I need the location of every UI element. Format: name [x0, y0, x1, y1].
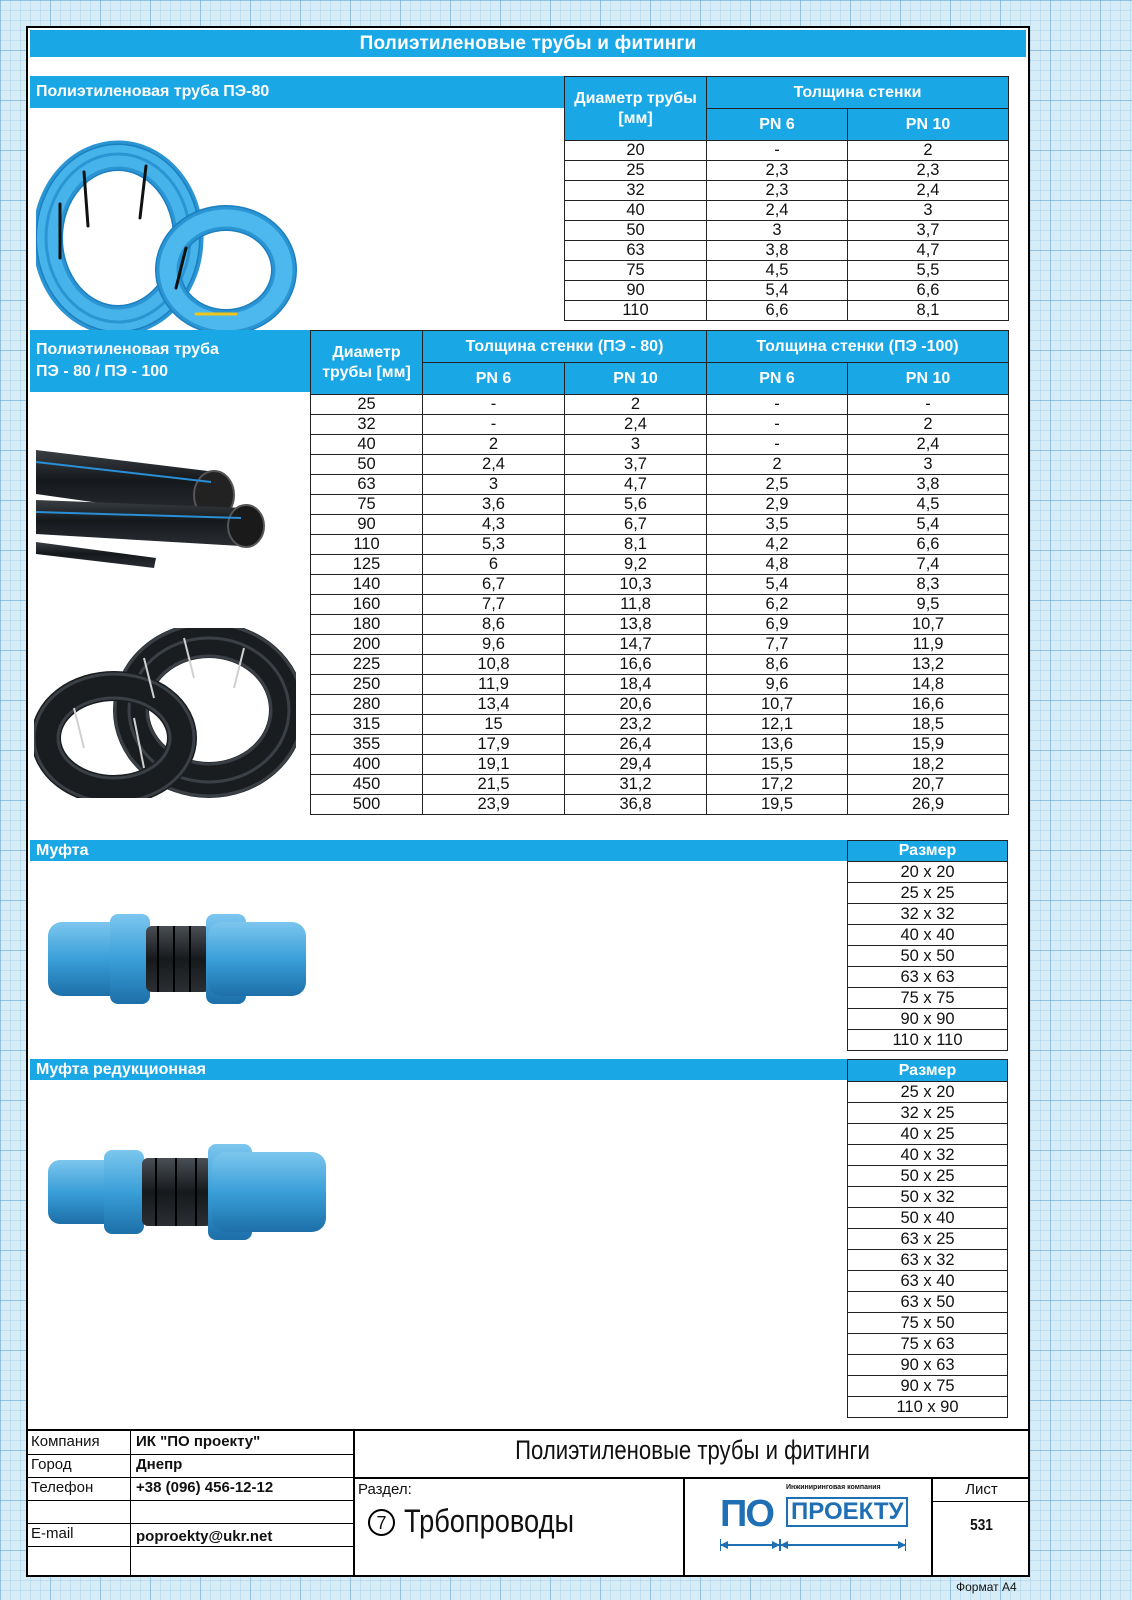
coupling-size-head: Размер — [848, 841, 1008, 862]
pe80-row-cell: 2,3 — [707, 161, 848, 181]
pe80-row-cell: 2,3 — [848, 161, 1009, 181]
reducer-size-row-cell: 50 x 25 — [848, 1166, 1008, 1187]
pe100-row-cell: - — [848, 395, 1009, 415]
pe80-row-cell: 5,4 — [707, 281, 848, 301]
pe100-head-wall100: Толщина стенки (ПЭ -100) — [707, 331, 1009, 363]
pe100-row-cell: - — [423, 415, 565, 435]
coupling-size-row-cell: 75 x 75 — [848, 988, 1008, 1009]
pe80-row — [565, 181, 1009, 201]
pe80-row — [565, 301, 1009, 321]
pe100-row-cell: 31,2 — [565, 775, 707, 795]
coupling-size-row-cell: 32 x 32 — [848, 904, 1008, 925]
pe80-row-cell: 3 — [707, 221, 848, 241]
reducer-size-row — [848, 1208, 1008, 1229]
reducer-size-row — [848, 1145, 1008, 1166]
page-title: Полиэтиленовые трубы и фитинги — [30, 30, 1026, 57]
pe100-head-pn6-pe80: PN 6 — [423, 363, 565, 395]
pe80-row — [565, 261, 1009, 281]
pe100-head-diameter: Диаметр трубы [мм] — [311, 331, 423, 395]
pe100-row-cell: 9,5 — [848, 595, 1009, 615]
coupling-section-label: Муфта — [30, 840, 853, 861]
pe80-row-cell: 63 — [565, 241, 707, 261]
pe100-row — [311, 655, 1009, 675]
reducer-size-row-cell: 110 x 90 — [848, 1397, 1008, 1418]
stamp-section-number: 7 — [368, 1509, 395, 1536]
pe100-row-cell: 10,7 — [707, 695, 848, 715]
pe100-head-pn10-pe80: PN 10 — [565, 363, 707, 395]
pe100-row-cell: 2,4 — [565, 415, 707, 435]
pe100-head-wall80: Толщина стенки (ПЭ - 80) — [423, 331, 707, 363]
reducer-section-label: Муфта редукционная — [30, 1059, 853, 1080]
pe100-row-cell: 13,8 — [565, 615, 707, 635]
reducer-size-row — [848, 1271, 1008, 1292]
coupling-size-row — [848, 946, 1008, 967]
pe100-row-cell: 18,2 — [848, 755, 1009, 775]
coupling-size-row — [848, 1009, 1008, 1030]
pe100-row — [311, 395, 1009, 415]
pe80-row — [565, 141, 1009, 161]
pe100-row-cell: 29,4 — [565, 755, 707, 775]
coupling-size-row — [848, 925, 1008, 946]
pe100-row-cell: 2 — [423, 435, 565, 455]
reducer-size-head: Размер — [848, 1060, 1008, 1082]
coupling-size-row-cell: 63 x 63 — [848, 967, 1008, 988]
pe100-row-cell: 5,3 — [423, 535, 565, 555]
pe100-row-cell: 12,1 — [707, 715, 848, 735]
reducer-size-row-cell: 63 x 25 — [848, 1229, 1008, 1250]
reducer-size-row — [848, 1166, 1008, 1187]
pe100-row — [311, 435, 1009, 455]
pe100-row — [311, 795, 1009, 815]
pe100-row-cell: 8,6 — [423, 615, 565, 635]
pe80-head-wall: Толщина стенки — [707, 77, 1009, 109]
reducer-size-row — [848, 1397, 1008, 1418]
pe100-row-cell: 2,9 — [707, 495, 848, 515]
coupling-size-row-cell: 25 x 25 — [848, 883, 1008, 904]
pe100-row-cell: 7,4 — [848, 555, 1009, 575]
stamp-city-label: Город — [31, 1456, 72, 1473]
pe100-row — [311, 475, 1009, 495]
pe80-row — [565, 201, 1009, 221]
pe100-row-cell: 11,9 — [848, 635, 1009, 655]
coupling-size-row — [848, 1030, 1008, 1051]
pe100-row-cell: 18,5 — [848, 715, 1009, 735]
pe80-thickness-table — [564, 76, 1009, 321]
pe100-row-cell: 7,7 — [423, 595, 565, 615]
logo-caption: Инжиниринговая компания — [786, 1484, 881, 1491]
pe100-row — [311, 595, 1009, 615]
reducer-size-row-cell: 50 x 32 — [848, 1187, 1008, 1208]
pe100-row-cell: 21,5 — [423, 775, 565, 795]
pe80-row-cell: 8,1 — [848, 301, 1009, 321]
reducer-size-row-cell: 32 x 25 — [848, 1103, 1008, 1124]
pe100-row-cell: 90 — [311, 515, 423, 535]
pe80-row-cell: 110 — [565, 301, 707, 321]
pe100-row-cell: 13,2 — [848, 655, 1009, 675]
reducer-size-row — [848, 1334, 1008, 1355]
pe100-row-cell: 3 — [423, 475, 565, 495]
coupling-size-row — [848, 967, 1008, 988]
pe100-row-cell: 140 — [311, 575, 423, 595]
pe100-row-cell: 10,3 — [565, 575, 707, 595]
pe100-row-cell: 5,6 — [565, 495, 707, 515]
pe100-row — [311, 575, 1009, 595]
pe100-row-cell: 18,4 — [565, 675, 707, 695]
stamp-city: Днепр — [136, 1456, 183, 1473]
stamp-phone: +38 (096) 456-12-12 — [136, 1479, 274, 1496]
black-pipes-image — [36, 438, 266, 568]
pe100-row-cell: 11,8 — [565, 595, 707, 615]
pe100-row-cell: 17,9 — [423, 735, 565, 755]
pe100-row-cell: 19,1 — [423, 755, 565, 775]
pe80-row-cell: 4,7 — [848, 241, 1009, 261]
pe100-row — [311, 535, 1009, 555]
pe100-row-cell: 6 — [423, 555, 565, 575]
pe80-row — [565, 241, 1009, 261]
pe100-row-cell: 23,2 — [565, 715, 707, 735]
pe80-row-cell: 2,4 — [707, 201, 848, 221]
logo-po: ПО — [720, 1493, 773, 1535]
pe100-row-cell: 26,9 — [848, 795, 1009, 815]
pe80-row-cell: 3,8 — [707, 241, 848, 261]
pe100-row-cell: 40 — [311, 435, 423, 455]
pe100-row-cell: 8,1 — [565, 535, 707, 555]
pe100-row — [311, 515, 1009, 535]
pe100-row-cell: 4,2 — [707, 535, 848, 555]
pe100-row-cell: 200 — [311, 635, 423, 655]
pe100-row-cell: 4,3 — [423, 515, 565, 535]
pe100-label-line1: Полиэтиленовая труба — [36, 341, 219, 358]
pe100-row-cell: 25 — [311, 395, 423, 415]
coupling-size-table — [847, 840, 1008, 1051]
pe80-row-cell: 25 — [565, 161, 707, 181]
reducer-size-row-cell: 75 x 50 — [848, 1313, 1008, 1334]
reducer-size-row — [848, 1082, 1008, 1103]
stamp-company-label: Компания — [31, 1433, 100, 1450]
stamp-section: Трбопроводы — [404, 1503, 574, 1539]
pe100-row-cell: 110 — [311, 535, 423, 555]
pe100-row — [311, 715, 1009, 735]
pe100-row-cell: 16,6 — [565, 655, 707, 675]
pe100-row-cell: 3,7 — [565, 455, 707, 475]
coupling-size-row-cell: 20 x 20 — [848, 862, 1008, 883]
stamp-sheet-number: 531 — [970, 1517, 993, 1534]
pe80-row-cell: 2,4 — [848, 181, 1009, 201]
pe100-row-cell: 17,2 — [707, 775, 848, 795]
reducer-size-row-cell: 63 x 32 — [848, 1250, 1008, 1271]
pe100-row-cell: 26,4 — [565, 735, 707, 755]
pe100-thickness-table — [310, 330, 1009, 815]
pe100-row-cell: 2 — [565, 395, 707, 415]
coupling-size-row-cell: 40 x 40 — [848, 925, 1008, 946]
pe100-row-cell: 5,4 — [707, 575, 848, 595]
reducer-size-row-cell: 90 x 63 — [848, 1355, 1008, 1376]
pe80-row-cell: 6,6 — [848, 281, 1009, 301]
pe80-row-cell: 4,5 — [707, 261, 848, 281]
pe100-row-cell: 19,5 — [707, 795, 848, 815]
pe100-row-cell: 3,5 — [707, 515, 848, 535]
pe100-row — [311, 495, 1009, 515]
pe80-row-cell: 3 — [848, 201, 1009, 221]
pe100-row-cell: 9,6 — [423, 635, 565, 655]
pe100-row-cell: 3 — [848, 455, 1009, 475]
pe80-section-label: Полиэтиленовая труба ПЭ-80 — [30, 76, 570, 108]
coupling-size-row-cell: 50 x 50 — [848, 946, 1008, 967]
pe100-row-cell: 6,2 — [707, 595, 848, 615]
pe100-row-cell: 6,6 — [848, 535, 1009, 555]
pe100-row-cell: 5,4 — [848, 515, 1009, 535]
pe100-section-label — [30, 330, 316, 392]
pe80-row — [565, 281, 1009, 301]
pe100-row-cell: 15 — [423, 715, 565, 735]
pe100-row — [311, 555, 1009, 575]
pe100-row-cell: 3 — [565, 435, 707, 455]
reducer-size-row-cell: 75 x 63 — [848, 1334, 1008, 1355]
pe100-row — [311, 755, 1009, 775]
pe100-head-pn6-pe100: PN 6 — [707, 363, 848, 395]
pe80-row-cell: 3,7 — [848, 221, 1009, 241]
pe100-row-cell: 6,7 — [423, 575, 565, 595]
reducer-size-row-cell: 63 x 50 — [848, 1292, 1008, 1313]
pe100-row-cell: 400 — [311, 755, 423, 775]
pe80-row-cell: 50 — [565, 221, 707, 241]
pe100-row — [311, 775, 1009, 795]
pe80-row-cell: 2,3 — [707, 181, 848, 201]
reducer-size-row-cell: 90 x 75 — [848, 1376, 1008, 1397]
company-logo — [690, 1481, 926, 1573]
reducer-size-row-cell: 40 x 32 — [848, 1145, 1008, 1166]
pe100-row-cell: 2 — [707, 455, 848, 475]
pe100-row-cell: 10,8 — [423, 655, 565, 675]
pe100-row-cell: 225 — [311, 655, 423, 675]
reducer-size-row — [848, 1103, 1008, 1124]
reducer-size-row — [848, 1124, 1008, 1145]
coupling-size-row — [848, 988, 1008, 1009]
pe80-row-cell: 32 — [565, 181, 707, 201]
pe100-row-cell: 32 — [311, 415, 423, 435]
pe100-row-cell: 9,2 — [565, 555, 707, 575]
pe100-row-cell: 50 — [311, 455, 423, 475]
stamp-email: poproekty@ukr.net — [136, 1528, 273, 1545]
reducer-size-row — [848, 1355, 1008, 1376]
pe100-row-cell: 2,4 — [848, 435, 1009, 455]
coupling-size-row — [848, 862, 1008, 883]
pe100-row — [311, 455, 1009, 475]
drawing-sheet — [26, 26, 1030, 1577]
pe80-row-cell: 90 — [565, 281, 707, 301]
stamp-phone-label: Телефон — [31, 1479, 94, 1496]
pe100-row-cell: 4,7 — [565, 475, 707, 495]
stamp-sheet-label: Лист — [965, 1481, 998, 1498]
blue-pipe-coil-image — [36, 118, 306, 330]
pe80-row — [565, 221, 1009, 241]
pe100-row-cell: 280 — [311, 695, 423, 715]
reducer-size-row-cell: 40 x 25 — [848, 1124, 1008, 1145]
paper-format: Формат А4 — [956, 1580, 1017, 1594]
pe100-row-cell: 8,3 — [848, 575, 1009, 595]
reducer-size-row — [848, 1376, 1008, 1397]
reducer-size-row-cell: 63 x 40 — [848, 1271, 1008, 1292]
stamp-section-label: Раздел: — [358, 1481, 412, 1498]
pe80-row — [565, 161, 1009, 181]
reducer-size-row-cell: 25 x 20 — [848, 1082, 1008, 1103]
pe80-head-pn10: PN 10 — [848, 109, 1009, 141]
coupling-size-row — [848, 904, 1008, 925]
pe100-row-cell: 10,7 — [848, 615, 1009, 635]
pe80-head-pn6: PN 6 — [707, 109, 848, 141]
pe100-row-cell: 11,9 — [423, 675, 565, 695]
coupling-size-row-cell: 90 x 90 — [848, 1009, 1008, 1030]
pe80-row-cell: 5,5 — [848, 261, 1009, 281]
pe80-head-diameter: Диаметр трубы [мм] — [565, 77, 707, 141]
pe100-row-cell: 14,7 — [565, 635, 707, 655]
pe100-row-cell: 450 — [311, 775, 423, 795]
pe100-label-line2: ПЭ - 80 / ПЭ - 100 — [36, 363, 169, 380]
pe100-row-cell: 125 — [311, 555, 423, 575]
pe100-row-cell: 13,6 — [707, 735, 848, 755]
pe100-row-cell: 2,4 — [423, 455, 565, 475]
pe100-row-cell: 2,5 — [707, 475, 848, 495]
pe100-row — [311, 695, 1009, 715]
pe100-row-cell: 63 — [311, 475, 423, 495]
pe100-row-cell: 15,5 — [707, 755, 848, 775]
pe100-row-cell: 13,4 — [423, 695, 565, 715]
pe100-row-cell: 4,8 — [707, 555, 848, 575]
coupling-image — [48, 908, 308, 1008]
pe100-row-cell: 4,5 — [848, 495, 1009, 515]
pe80-row-cell: - — [707, 141, 848, 161]
stamp-email-label: E-mail — [31, 1525, 74, 1542]
pe100-row-cell: 75 — [311, 495, 423, 515]
pe80-row-cell: 75 — [565, 261, 707, 281]
pe100-row-cell: 7,7 — [707, 635, 848, 655]
pe100-row-cell: 160 — [311, 595, 423, 615]
pe100-row-cell: 36,8 — [565, 795, 707, 815]
pe100-row — [311, 675, 1009, 695]
logo-word: ПРОЕКТУ — [786, 1497, 908, 1527]
reducer-size-table — [847, 1059, 1008, 1418]
reducer-size-row — [848, 1292, 1008, 1313]
pe100-row — [311, 615, 1009, 635]
pe100-row-cell: 2 — [848, 415, 1009, 435]
pe100-row-cell: 315 — [311, 715, 423, 735]
pe100-row-cell: - — [423, 395, 565, 415]
reducer-size-row — [848, 1313, 1008, 1334]
pe100-row-cell: 16,6 — [848, 695, 1009, 715]
pe100-row — [311, 635, 1009, 655]
black-pipe-coils-image — [34, 628, 296, 798]
title-block — [28, 1429, 1028, 1577]
pe80-row-cell: 6,6 — [707, 301, 848, 321]
pe100-row-cell: 500 — [311, 795, 423, 815]
reducer-size-row — [848, 1187, 1008, 1208]
pe80-row-cell: 20 — [565, 141, 707, 161]
pe100-row-cell: 20,7 — [848, 775, 1009, 795]
pe100-row-cell: 14,8 — [848, 675, 1009, 695]
pe100-row-cell: 355 — [311, 735, 423, 755]
reducer-coupling-image — [48, 1138, 328, 1248]
reducer-size-row — [848, 1250, 1008, 1271]
pe100-row-cell: 180 — [311, 615, 423, 635]
pe80-row-cell: 2 — [848, 141, 1009, 161]
logo-dimension-line-icon — [720, 1539, 906, 1551]
reducer-size-row-cell: 50 x 40 — [848, 1208, 1008, 1229]
pe100-row-cell: 20,6 — [565, 695, 707, 715]
pe100-row-cell: 3,6 — [423, 495, 565, 515]
coupling-size-row — [848, 883, 1008, 904]
pe100-row-cell: 250 — [311, 675, 423, 695]
reducer-size-row — [848, 1229, 1008, 1250]
pe100-row-cell: - — [707, 415, 848, 435]
coupling-size-row-cell: 110 x 110 — [848, 1030, 1008, 1051]
pe100-row-cell: 23,9 — [423, 795, 565, 815]
pe100-row-cell: 6,7 — [565, 515, 707, 535]
pe100-row-cell: 3,8 — [848, 475, 1009, 495]
pe100-row-cell: - — [707, 395, 848, 415]
pe100-row-cell: - — [707, 435, 848, 455]
pe100-row — [311, 735, 1009, 755]
stamp-company: ИК "ПО проекту" — [136, 1433, 261, 1450]
pe100-row — [311, 415, 1009, 435]
pe100-row-cell: 8,6 — [707, 655, 848, 675]
pe100-row-cell: 15,9 — [848, 735, 1009, 755]
pe100-head-pn10-pe100: PN 10 — [848, 363, 1009, 395]
pe100-row-cell: 6,9 — [707, 615, 848, 635]
stamp-doc-title: Полиэтиленовые трубы и фитинги — [515, 1435, 870, 1465]
pe100-row-cell: 9,6 — [707, 675, 848, 695]
pe80-row-cell: 40 — [565, 201, 707, 221]
